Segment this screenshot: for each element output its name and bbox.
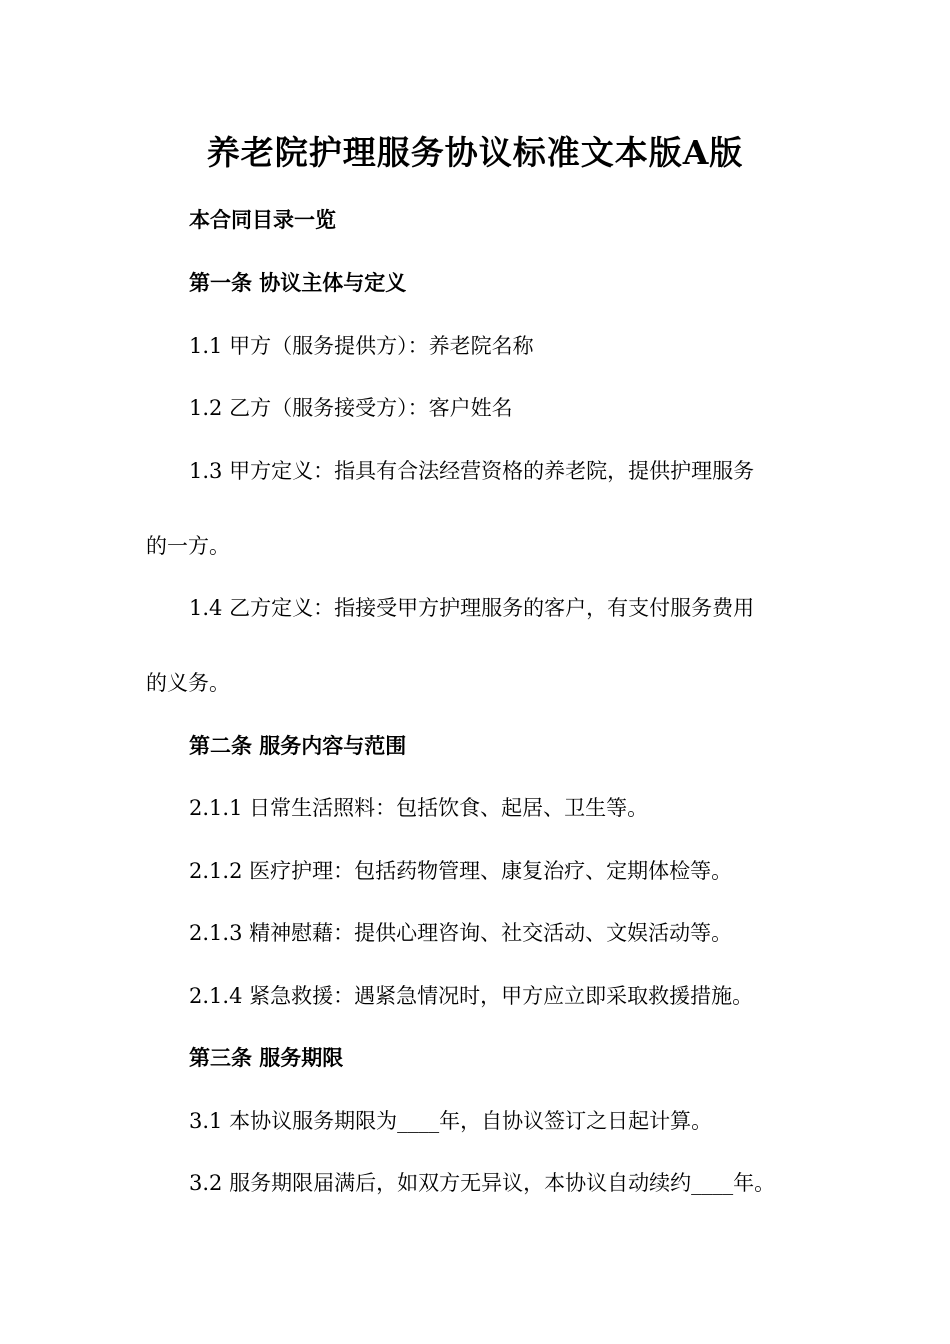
clause-2-1-4: 2.1.4 紧急救援：遇紧急情况时，甲方应立即采取救援措施。 xyxy=(189,984,754,1008)
clause-1-3-continued: 的一方。 xyxy=(146,534,230,558)
clause-1-3: 1.3 甲方定义：指具有合法经营资格的养老院，提供护理服务 xyxy=(189,459,755,483)
article-3-heading: 第三条 服务期限 xyxy=(189,1045,344,1070)
clause-3-1: 3.1 本协议服务期限为____年，自协议签订之日起计算。 xyxy=(189,1109,713,1133)
article-2-heading: 第二条 服务内容与范围 xyxy=(189,733,407,758)
clause-2-1-2: 2.1.2 医疗护理：包括药物管理、康复治疗、定期体检等。 xyxy=(189,859,733,883)
document-title: 养老院护理服务协议标准文本版A版 xyxy=(206,133,744,172)
clause-2-1-3: 2.1.3 精神慰藉：提供心理咨询、社交活动、文娱活动等。 xyxy=(189,921,733,945)
clause-2-1-1: 2.1.1 日常生活照料：包括饮食、起居、卫生等。 xyxy=(189,796,649,820)
clause-1-4: 1.4 乙方定义：指接受甲方护理服务的客户，有支付服务费用 xyxy=(189,596,755,620)
clause-3-2: 3.2 服务期限届满后，如双方无异议，本协议自动续约____年。 xyxy=(189,1171,776,1195)
clause-1-4-continued: 的义务。 xyxy=(146,671,230,695)
clause-1-2: 1.2 乙方（服务接受方）：客户姓名 xyxy=(189,396,513,420)
toc-heading: 本合同目录一览 xyxy=(189,207,336,232)
clause-1-1: 1.1 甲方（服务提供方）：养老院名称 xyxy=(189,334,534,358)
article-1-heading: 第一条 协议主体与定义 xyxy=(189,270,407,295)
